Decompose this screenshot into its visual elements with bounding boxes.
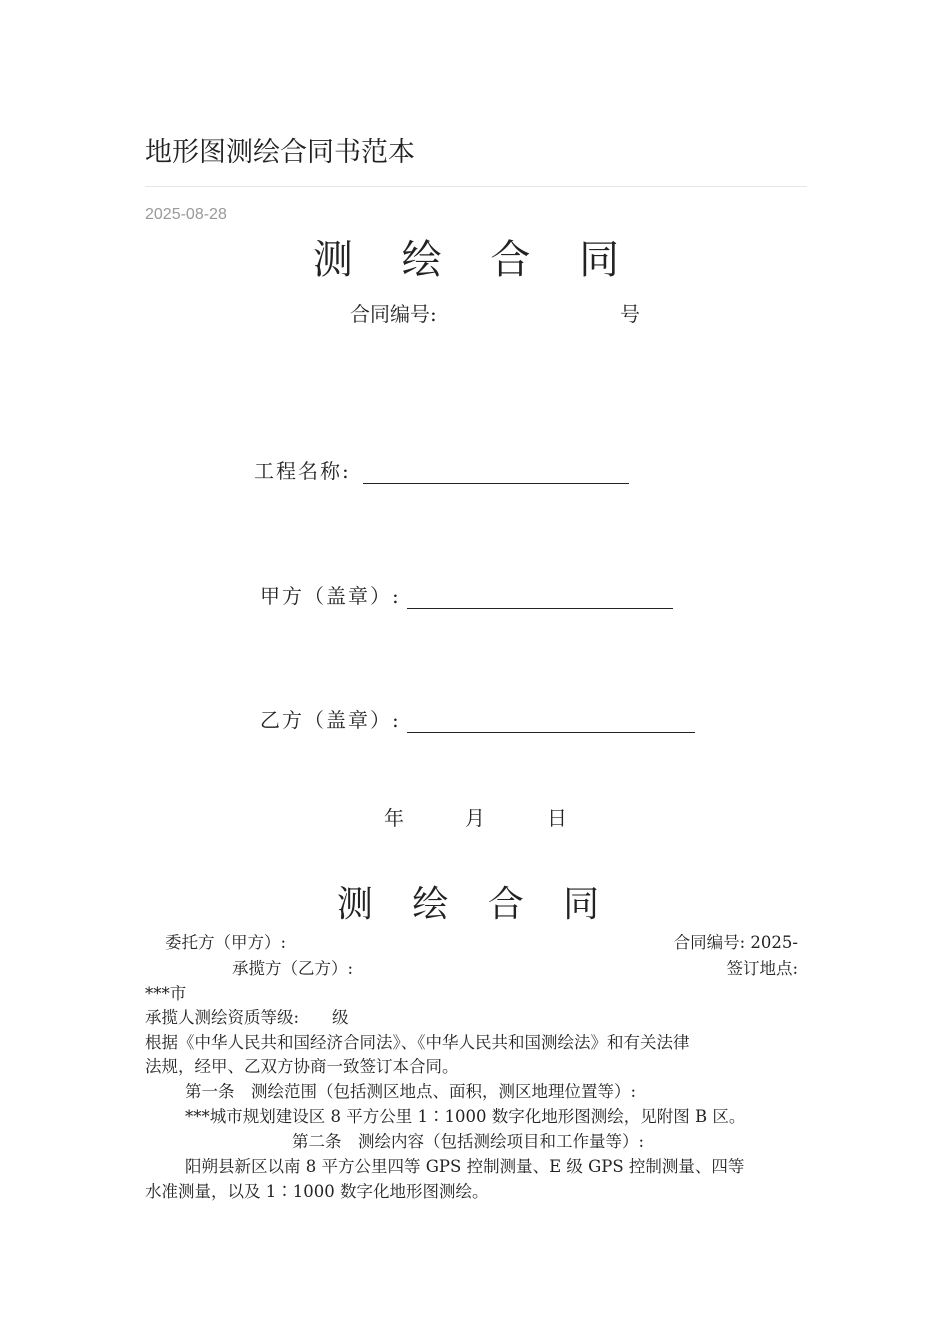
contract-body-title: 测 绘 合 同 (336, 884, 614, 925)
party-a-row (260, 580, 673, 609)
contractor-label: 承揽方（乙方）: (232, 959, 354, 978)
basis-text-line-1: 根据《中华人民共和国经济合同法》、《中华人民共和国测绘法》和有关法律 (145, 1033, 690, 1052)
publish-date: 2025-08-28 (145, 206, 227, 223)
article-1-content: ***城市规划建设区 8 平方公里 1∶1000 数字化地形图测绘，见附图 B 区。 (185, 1107, 746, 1126)
year-label: 年 (384, 806, 404, 830)
party-b-seal-label: 乙方（盖章）: (260, 708, 401, 732)
article-2-content-line-1: 阳朔县新区以南 8 平方公里四等 GPS 控制测量、E 级 GPS 控制测量、四等 (185, 1157, 745, 1176)
project-name-row (254, 455, 629, 484)
party-b-row (260, 704, 695, 733)
project-name-blank (363, 461, 629, 484)
body-contract-no-label: 合同编号: 2025- (673, 933, 798, 952)
article-2-title: 第二条 测绘内容（包括测绘项目和工作量等）: (292, 1132, 645, 1151)
party-a-blank (407, 586, 673, 609)
city-text: ***市 (145, 984, 187, 1003)
project-name-label: 工程名称: (254, 459, 351, 483)
article-2-content-line-2: 水准测量，以及 1∶1000 数字化地形图测绘。 (145, 1182, 489, 1201)
qualification-text: 承揽人测绘资质等级: 级 (145, 1008, 349, 1027)
day-label: 日 (547, 806, 567, 830)
party-b-blank (407, 710, 695, 733)
article-1-title: 第一条 测绘范围（包括测区地点、面积，测区地理位置等）: (185, 1082, 637, 1101)
page-title: 地形图测绘合同书范本 (145, 137, 415, 168)
party-a-seal-label: 甲方（盖章）: (260, 584, 401, 608)
cover-contract-no-suffix: 号 (620, 302, 640, 326)
cover-contract-no-label: 合同编号: (350, 302, 437, 326)
title-divider (145, 186, 807, 187)
month-label: 月 (465, 806, 485, 830)
cover-title: 测 绘 合 同 (312, 237, 638, 283)
client-label: 委托方（甲方）: (165, 933, 287, 952)
sign-place-label: 签订地点: (726, 959, 798, 978)
basis-text-line-2: 法规，经甲、乙双方协商一致签订本合同。 (145, 1057, 459, 1076)
